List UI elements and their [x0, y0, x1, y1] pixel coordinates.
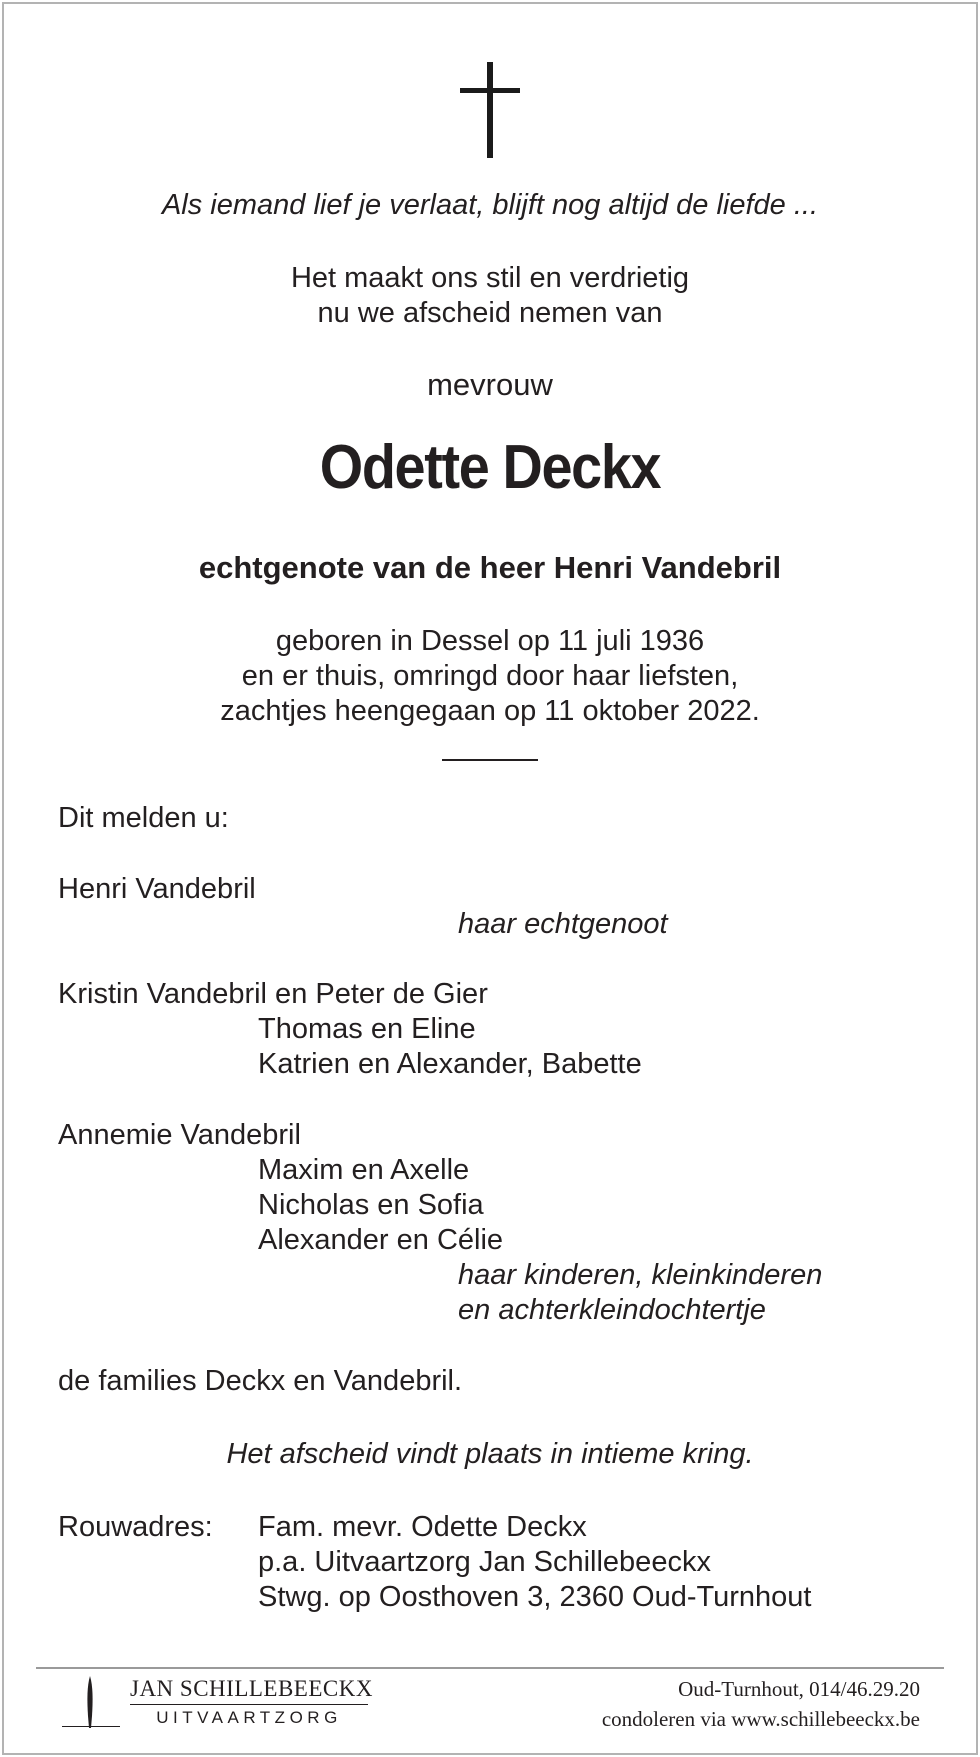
contact-phone: Oud-Turnhout, 014/46.29.20 [678, 1677, 920, 1701]
logo-baseline [62, 1726, 120, 1727]
intro-line-1: Het maakt ons stil en verdrietig [290, 262, 690, 294]
kids-role-line: haar kinderen, kleinkinderen [458, 1259, 823, 1291]
motto: Als iemand lief je verlaat, blijft nog altijd de liefde ... [161, 189, 819, 221]
child-2: Annemie Vandebril [58, 1119, 301, 1151]
intro-line-2: nu we afscheid nemen van [317, 297, 663, 329]
bio-line-3: zachtjes heengegaan op 11 oktober 2022. [220, 695, 760, 727]
kids-role-line: en achterkleindochtertje [458, 1294, 766, 1326]
spouse-line: echtgenote van de heer Henri Vandebril [198, 550, 782, 585]
address-label: Rouwadres: [58, 1511, 213, 1543]
deceased-name: Odette Deckx [319, 433, 661, 502]
grandchild-line: Alexander en Célie [258, 1224, 504, 1256]
grandchild-line: Katrien en Alexander, Babette [258, 1048, 642, 1080]
cypress-tree-icon [80, 1676, 100, 1728]
announce-text: Dit melden u: [58, 802, 229, 834]
grandchild-line: Maxim en Axelle [258, 1154, 470, 1186]
child-1: Kristin Vandebril en Peter de Gier [58, 978, 488, 1010]
grandchild-line: Nicholas en Sofia [258, 1189, 484, 1221]
condolence-link[interactable]: condoleren via www.schillebeeckx.be [601, 1707, 920, 1731]
honorific: mevrouw [427, 367, 553, 402]
intro-text [0, 261, 980, 331]
biography [0, 624, 980, 729]
families-line: de families Deckx en Vandebril. [58, 1365, 463, 1397]
divider [442, 759, 538, 761]
funeral-home-name: JAN SCHILLEBEECKX [130, 1676, 373, 1701]
cross-icon [460, 62, 520, 158]
spouse-role: haar echtgenoot [458, 908, 668, 940]
address-line: Stwg. op Oosthoven 3, 2360 Oud-Turnhout [258, 1581, 812, 1613]
funeral-home-subtitle: UITVAARTZORG [156, 1708, 342, 1727]
bio-line-1: geboren in Dessel op 11 juli 1936 [275, 625, 705, 657]
logo-rule [130, 1704, 368, 1705]
footer-divider [36, 1667, 944, 1669]
grandchild-line: Thomas en Eline [258, 1013, 476, 1045]
ceremony-text: Het afscheid vindt plaats in intieme kring. [226, 1438, 754, 1470]
spouse-name: Henri Vandebril [58, 873, 256, 905]
bio-line-2: en er thuis, omringd door haar liefsten, [241, 660, 739, 692]
address-line: p.a. Uitvaartzorg Jan Schillebeeckx [258, 1546, 711, 1578]
address-line: Fam. mevr. Odette Deckx [258, 1511, 587, 1543]
